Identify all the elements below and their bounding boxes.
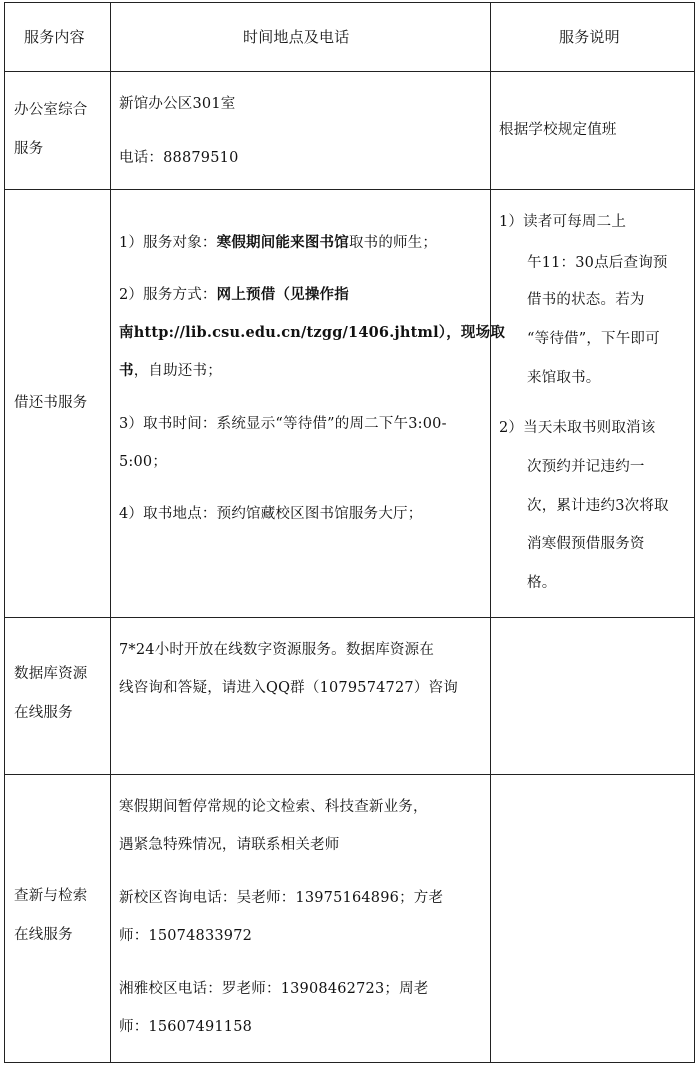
row4-service-line1: 查新与检索 [14, 888, 88, 904]
table-column-divider-1 [110, 2, 111, 1063]
row2-note-line5: 来馆取书。 [527, 370, 601, 386]
table-border-top [4, 2, 695, 3]
table-border-bottom [4, 1062, 695, 1063]
row2-note-line9: 消寒假预借服务资 [527, 536, 645, 552]
table-row-divider-1 [4, 189, 695, 190]
header-time-location-phone: 时间地点及电话 [243, 28, 350, 46]
table-border-right [694, 2, 695, 1063]
row2-item3-line2: 5:00； [119, 454, 168, 470]
row2-note-line6: 2）当天未取书则取消该 [499, 420, 656, 436]
row2-item1-suffix: 取书的师生； [348, 235, 438, 251]
row3-service-line1: 数据库资源 [14, 666, 88, 682]
row2-item1-prefix: 1）服务对象： [119, 235, 217, 251]
row3-service-line2: 在线服务 [14, 705, 73, 721]
row2-note-line3: 借书的状态。若为 [527, 292, 645, 308]
row1-service-line1: 办公室综合 [14, 102, 88, 118]
header-service-notes: 服务说明 [559, 28, 620, 46]
row2-note-line8: 次，累计违约3次将取 [527, 498, 669, 514]
row4-detail-line5: 湘雅校区电话：罗老师：13908462723；周老 [119, 981, 429, 997]
row2-item4: 4）取书地点：预约馆藏校区图书馆服务大厅； [119, 506, 423, 522]
row2-note-line7: 次预约并记违约一 [527, 459, 645, 475]
table-row-divider-2 [4, 617, 695, 618]
table-border-left [4, 2, 5, 1063]
table-row-divider-header [4, 71, 695, 72]
row2-note-line2: 午11：30点后查询预 [527, 255, 668, 271]
row3-detail-line1: 7*24小时开放在线数字资源服务。数据库资源在 [119, 642, 435, 658]
row1-address: 新馆办公区301室 [119, 96, 236, 112]
table-row-divider-3 [4, 774, 695, 775]
row1-phone: 电话：88879510 [119, 150, 239, 166]
header-service-content: 服务内容 [24, 28, 85, 46]
row3-detail-line2: 线咨询和答疑，请进入QQ群（1079574727）咨询 [119, 680, 458, 696]
row4-detail-line2: 遇紧急特殊情况，请联系相关老师 [119, 837, 340, 853]
row1-service-line2: 服务 [14, 141, 44, 157]
row4-detail-line6: 师：15607491158 [119, 1019, 253, 1035]
row2-item2-line1 [119, 284, 349, 306]
row2-item2-line3 [119, 360, 222, 382]
row2-note-line10: 格。 [527, 575, 557, 591]
row4-detail-line1: 寒假期间暂停常规的论文检索、科技查新业务， [119, 799, 428, 815]
row2-item2-bold-c: 书 [119, 362, 134, 379]
row2-note-line1: 1）读者可每周二上 [499, 214, 627, 230]
table-column-divider-2 [490, 2, 491, 1063]
row2-item2-suffix: ，自助还书； [133, 363, 222, 379]
row2-item2-prefix: 2）服务方式： [119, 287, 217, 303]
row2-note-line4: “等待借”，下午即可 [527, 331, 660, 347]
row2-service: 借还书服务 [14, 395, 88, 411]
row2-item1-bold: 寒假期间能来图书馆 [216, 234, 349, 251]
row2-item1 [119, 232, 437, 254]
row2-item3-line1: 3）取书时间：系统显示“等待借”的周二下午3:00- [119, 416, 447, 432]
row4-service-line2: 在线服务 [14, 927, 73, 943]
row2-item2-line2 [119, 322, 505, 344]
row1-note: 根据学校规定值班 [499, 122, 617, 138]
row2-item2-bold-b: 南http://lib.csu.edu.cn/tzgg/1406.jhtml），现场取 [119, 324, 506, 341]
row4-detail-line3: 新校区咨询电话：吴老师：13975164896；方老 [119, 890, 444, 906]
row2-item2-bold-a: 网上预借（见操作指 [216, 286, 349, 303]
row4-detail-line4: 师：15074833972 [119, 928, 253, 944]
